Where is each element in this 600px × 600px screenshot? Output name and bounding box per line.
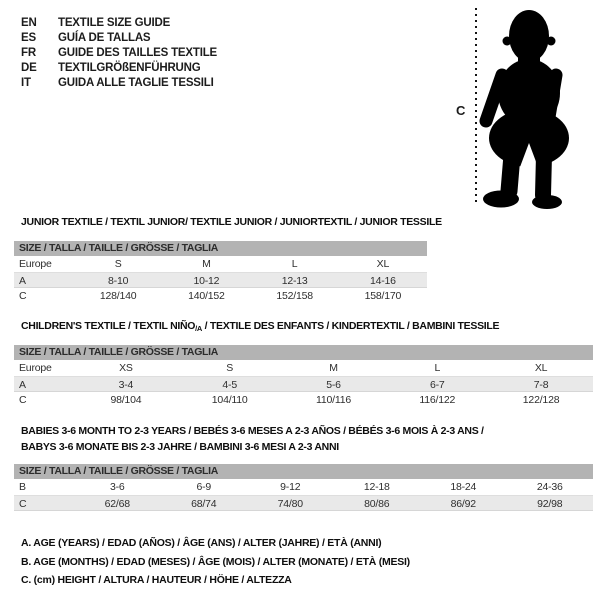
language-row xyxy=(21,76,217,91)
size-cell: 4-5 xyxy=(222,379,237,391)
language-title: TEXTILE SIZE GUIDE xyxy=(58,17,171,29)
size-cell: 8-10 xyxy=(108,275,129,287)
children-title-post: / TEXTILE DES ENFANTS / KINDERTEXTIL / BAMBINI TESSILE xyxy=(202,320,500,332)
babies-title-line2: BABYS 3-6 MONATE BIS 2-3 JAHRE / BAMBINI 3-6 MESI A 2-3 ANNI xyxy=(21,441,339,453)
size-cell: 140/152 xyxy=(188,290,225,302)
size-cell: 122/128 xyxy=(522,394,560,406)
row-label: A xyxy=(19,379,26,391)
row-label: Europe xyxy=(19,362,52,374)
language-title: GUIDE DES TAILLES TEXTILE xyxy=(58,47,217,59)
babies-size-table xyxy=(14,464,593,511)
language-row xyxy=(21,16,217,31)
size-cell: 18-24 xyxy=(450,481,477,493)
language-row xyxy=(21,61,217,76)
size-cell: L xyxy=(291,258,298,270)
footnote-b: B. AGE (MONTHS) / EDAD (MESES) / ÂGE (MOIS) / ALTER (MONATE) / ETÀ (MESI) xyxy=(21,555,410,568)
language-row xyxy=(21,46,217,61)
children-title-sub: /A xyxy=(195,324,203,333)
baby-silhouette xyxy=(470,5,595,215)
table-row-c xyxy=(14,288,427,304)
language-code: IT xyxy=(21,77,31,89)
table-row-a xyxy=(14,376,593,392)
table-row-europe xyxy=(14,360,593,376)
footnote-legend xyxy=(21,534,410,590)
size-cell: 5-6 xyxy=(326,379,341,391)
size-cell: 128/140 xyxy=(99,290,137,302)
size-cell: XL xyxy=(534,362,548,374)
row-label: C xyxy=(19,394,27,406)
size-cell: S xyxy=(226,362,234,374)
junior-size-table xyxy=(14,241,427,304)
size-cell: 3-4 xyxy=(118,379,134,391)
size-cell: 80/86 xyxy=(364,498,390,510)
table-row-c xyxy=(14,392,593,408)
size-cell: 7-8 xyxy=(533,379,549,391)
size-cell: 10-12 xyxy=(193,275,220,287)
size-cell: 24-36 xyxy=(536,481,563,493)
table-row-c xyxy=(14,495,593,511)
size-cell: 14-16 xyxy=(369,275,396,287)
size-cell: 3-6 xyxy=(109,481,125,493)
language-code: FR xyxy=(21,47,36,59)
size-cell: S xyxy=(114,258,122,270)
size-cell: L xyxy=(434,362,441,374)
table-header-bar: SIZE / TALLA / TAILLE / GRÖSSE / TAGLIA xyxy=(14,345,593,360)
size-cell: 98/104 xyxy=(110,394,142,406)
size-cell: 92/98 xyxy=(537,498,563,510)
language-title: TEXTILGRÖßENFÜHRUNG xyxy=(58,62,201,74)
table-row-b xyxy=(14,479,593,495)
language-row xyxy=(21,31,217,46)
size-cell: M xyxy=(329,362,338,374)
language-code: ES xyxy=(21,32,36,44)
language-code: DE xyxy=(21,62,37,74)
size-cell: XL xyxy=(376,258,390,270)
junior-section-title: JUNIOR TEXTILE / TEXTIL JUNIOR/ TEXTILE JUNIOR / JUNIORTEXTIL / JUNIOR TESSILE xyxy=(21,216,442,228)
size-cell: 116/122 xyxy=(419,394,456,406)
table-row-a xyxy=(14,272,427,288)
children-size-table xyxy=(14,345,593,408)
row-label: B xyxy=(19,481,26,493)
row-label: C xyxy=(19,498,27,510)
size-cell: 62/68 xyxy=(104,498,130,510)
row-label: C xyxy=(19,290,27,302)
footnote-a: A. AGE (YEARS) / EDAD (AÑOS) / ÂGE (ANS) / ALTER (JAHRE) / ETÀ (ANNI) xyxy=(21,537,382,549)
size-cell: M xyxy=(202,258,211,270)
language-code: EN xyxy=(21,17,37,29)
size-cell: 68/74 xyxy=(191,498,217,510)
figure-height-label: C xyxy=(456,103,466,118)
table-row-europe xyxy=(14,256,427,272)
language-title: GUIDA ALLE TAGLIE TESSILI xyxy=(58,77,214,89)
size-cell: 6-7 xyxy=(430,379,445,391)
size-cell: 110/116 xyxy=(315,394,351,406)
babies-title-line1: BABIES 3-6 MONTH TO 2-3 YEARS / BEBÉS 3-6 MESES A 2-3 AÑOS / BÉBÉS 3-6 MOIS À 2-3 ANS / xyxy=(21,425,484,437)
size-cell: 152/158 xyxy=(276,290,313,302)
size-cell: 158/170 xyxy=(364,290,402,302)
size-cell: 9-12 xyxy=(280,481,301,493)
table-header-bar: SIZE / TALLA / TAILLE / GRÖSSE / TAGLIA xyxy=(14,241,427,256)
footnote-c: C. (cm) HEIGHT / ALTURA / HAUTEUR / HÖHE / ALTEZZA xyxy=(21,574,292,586)
size-cell: 86/92 xyxy=(450,498,476,510)
language-list xyxy=(21,16,217,91)
size-cell: 12-13 xyxy=(281,275,308,287)
size-cell: 74/80 xyxy=(277,498,303,510)
language-title: GUÍA DE TALLAS xyxy=(58,32,151,44)
row-label: A xyxy=(19,275,26,287)
children-section-title xyxy=(21,320,499,333)
size-cell: XS xyxy=(119,362,133,374)
babies-section-title xyxy=(21,423,484,455)
row-label: Europe xyxy=(19,258,52,270)
size-cell: 12-18 xyxy=(363,481,390,493)
size-cell: 104/110 xyxy=(211,394,248,406)
size-cell: 6-9 xyxy=(196,481,212,493)
children-title-pre: CHILDREN'S TEXTILE / TEXTIL NIÑO xyxy=(21,320,196,332)
table-header-bar: SIZE / TALLA / TAILLE / GRÖSSE / TAGLIA xyxy=(14,464,593,479)
